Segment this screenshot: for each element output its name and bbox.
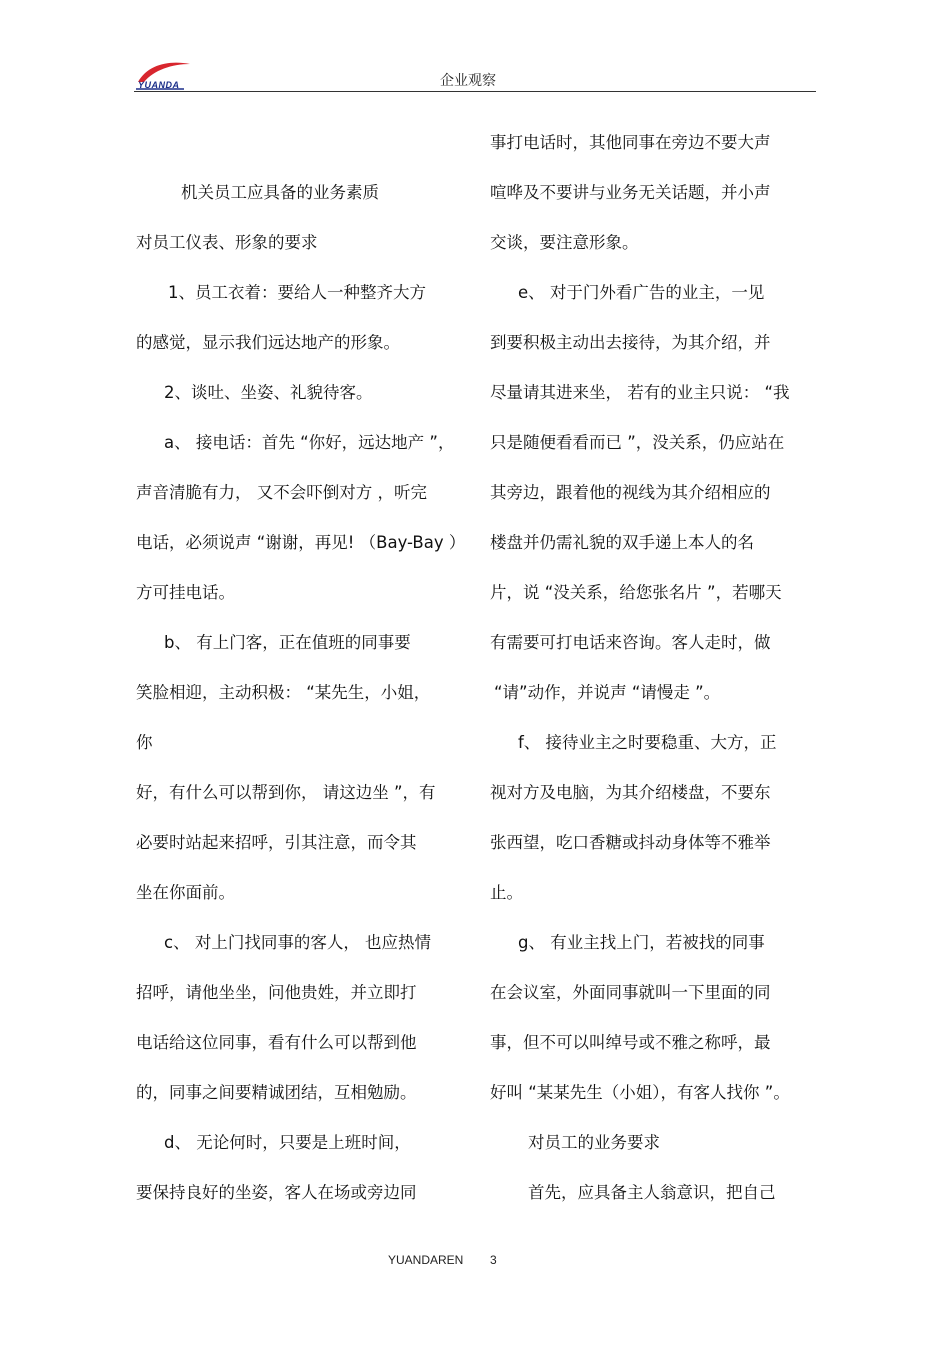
paragraph-line: 到要积极主动出去接待，为其介绍，并	[490, 333, 771, 352]
header-divider	[134, 91, 816, 92]
paragraph-line: 好，有什么可以帮到你， 请这边坐 ”，有	[136, 783, 436, 802]
paragraph-line: 只是随便看看而已 ”，没关系，仍应站在	[490, 433, 785, 452]
paragraph-line: 坐在你面前。	[136, 883, 235, 902]
paragraph-line: 笑脸相迎，主动积极： “某先生，小姐，	[136, 683, 431, 702]
paragraph-line: 电话，必须说声 “谢谢，再见! （Bay-Bay ）	[136, 533, 466, 552]
paragraph-line: “请”动作，并说声 “请慢走 ”。	[494, 683, 721, 702]
paragraph-line: 止。	[490, 883, 523, 902]
paragraph-line: 必要时站起来招呼，引其注意，而令其	[136, 833, 417, 852]
paragraph-line: 的，同事之间要精诚团结，互相勉励。	[136, 1083, 417, 1102]
paragraph-line: 其旁边，跟着他的视线为其介绍相应的	[490, 483, 771, 502]
paragraph-line: 喧哗及不要讲与业务无关话题，并小声	[490, 183, 771, 202]
paragraph-line: 片，说 “没关系，给您张名片 ”，若哪天	[490, 583, 782, 602]
document-title: 机关员工应具备的业务素质	[181, 183, 379, 202]
page-number: 3	[490, 1253, 497, 1267]
footer-brand: YUANDAREN	[388, 1253, 464, 1267]
paragraph-line: c、 对上门找同事的客人， 也应热情	[164, 933, 432, 952]
paragraph-line: 事，但不可以叫绰号或不雅之称呼，最	[490, 1033, 771, 1052]
paragraph-line: 首先，应具备主人翁意识，把自己	[528, 1183, 776, 1202]
paragraph-line: 招呼，请他坐坐，问他贵姓，并立即打	[136, 983, 417, 1002]
paragraph-line: f、 接待业主之时要稳重、大方，正	[518, 733, 777, 752]
paragraph-line: 的感觉，显示我们远达地产的形象。	[136, 333, 400, 352]
paragraph-line: e、 对于门外看广告的业主，一见	[518, 283, 765, 302]
paragraph-line: 方可挂电话。	[136, 583, 235, 602]
paragraph-line: 有需要可打电话来咨询。客人走时，做	[490, 633, 771, 652]
paragraph-line: 电话给这位同事，看有什么可以帮到他	[136, 1033, 417, 1052]
paragraph-line: 交谈，要注意形象。	[490, 233, 639, 252]
paragraph-line: 在会议室，外面同事就叫一下里面的同	[490, 983, 771, 1002]
paragraph-line: b、 有上门客，正在值班的同事要	[164, 633, 411, 652]
paragraph-line: 事打电话时，其他同事在旁边不要大声	[490, 133, 771, 152]
paragraph-line: 好叫 “某某先生（小姐），有客人找你 ”。	[490, 1083, 790, 1102]
header-title: 企业观察	[440, 73, 496, 89]
paragraph-line: 要保持良好的坐姿，客人在场或旁边同	[136, 1183, 417, 1202]
paragraph-line: d、 无论何时，只要是上班时间，	[164, 1133, 411, 1152]
paragraph-line: 张西望，吃口香糖或抖动身体等不雅举	[490, 833, 771, 852]
paragraph-line: 尽量请其进来坐， 若有的业主只说： “我	[490, 383, 790, 402]
paragraph-line: 声音清脆有力， 又不会吓倒对方 ，听完	[136, 483, 427, 502]
yuanda-logo	[134, 58, 192, 92]
logo-text: YUANDA	[138, 80, 180, 90]
paragraph-line: 2、谈吐、坐姿、礼貌待客。	[164, 383, 373, 402]
paragraph-line: a、 接电话：首先 “你好，远达地产 ”，	[164, 433, 455, 452]
paragraph-line: 1、员工衣着：要给人一种整齐大方	[168, 283, 426, 302]
section-heading: 对员工的业务要求	[528, 1133, 660, 1152]
paragraph-line: g、 有业主找上门，若被找的同事	[518, 933, 765, 952]
paragraph-line: 楼盘并仍需礼貌的双手递上本人的名	[490, 533, 754, 552]
paragraph-line: 视对方及电脑，为其介绍楼盘，不要东	[490, 783, 771, 802]
section-heading: 对员工仪表、形象的要求	[136, 233, 318, 252]
paragraph-line: 你	[136, 733, 153, 752]
